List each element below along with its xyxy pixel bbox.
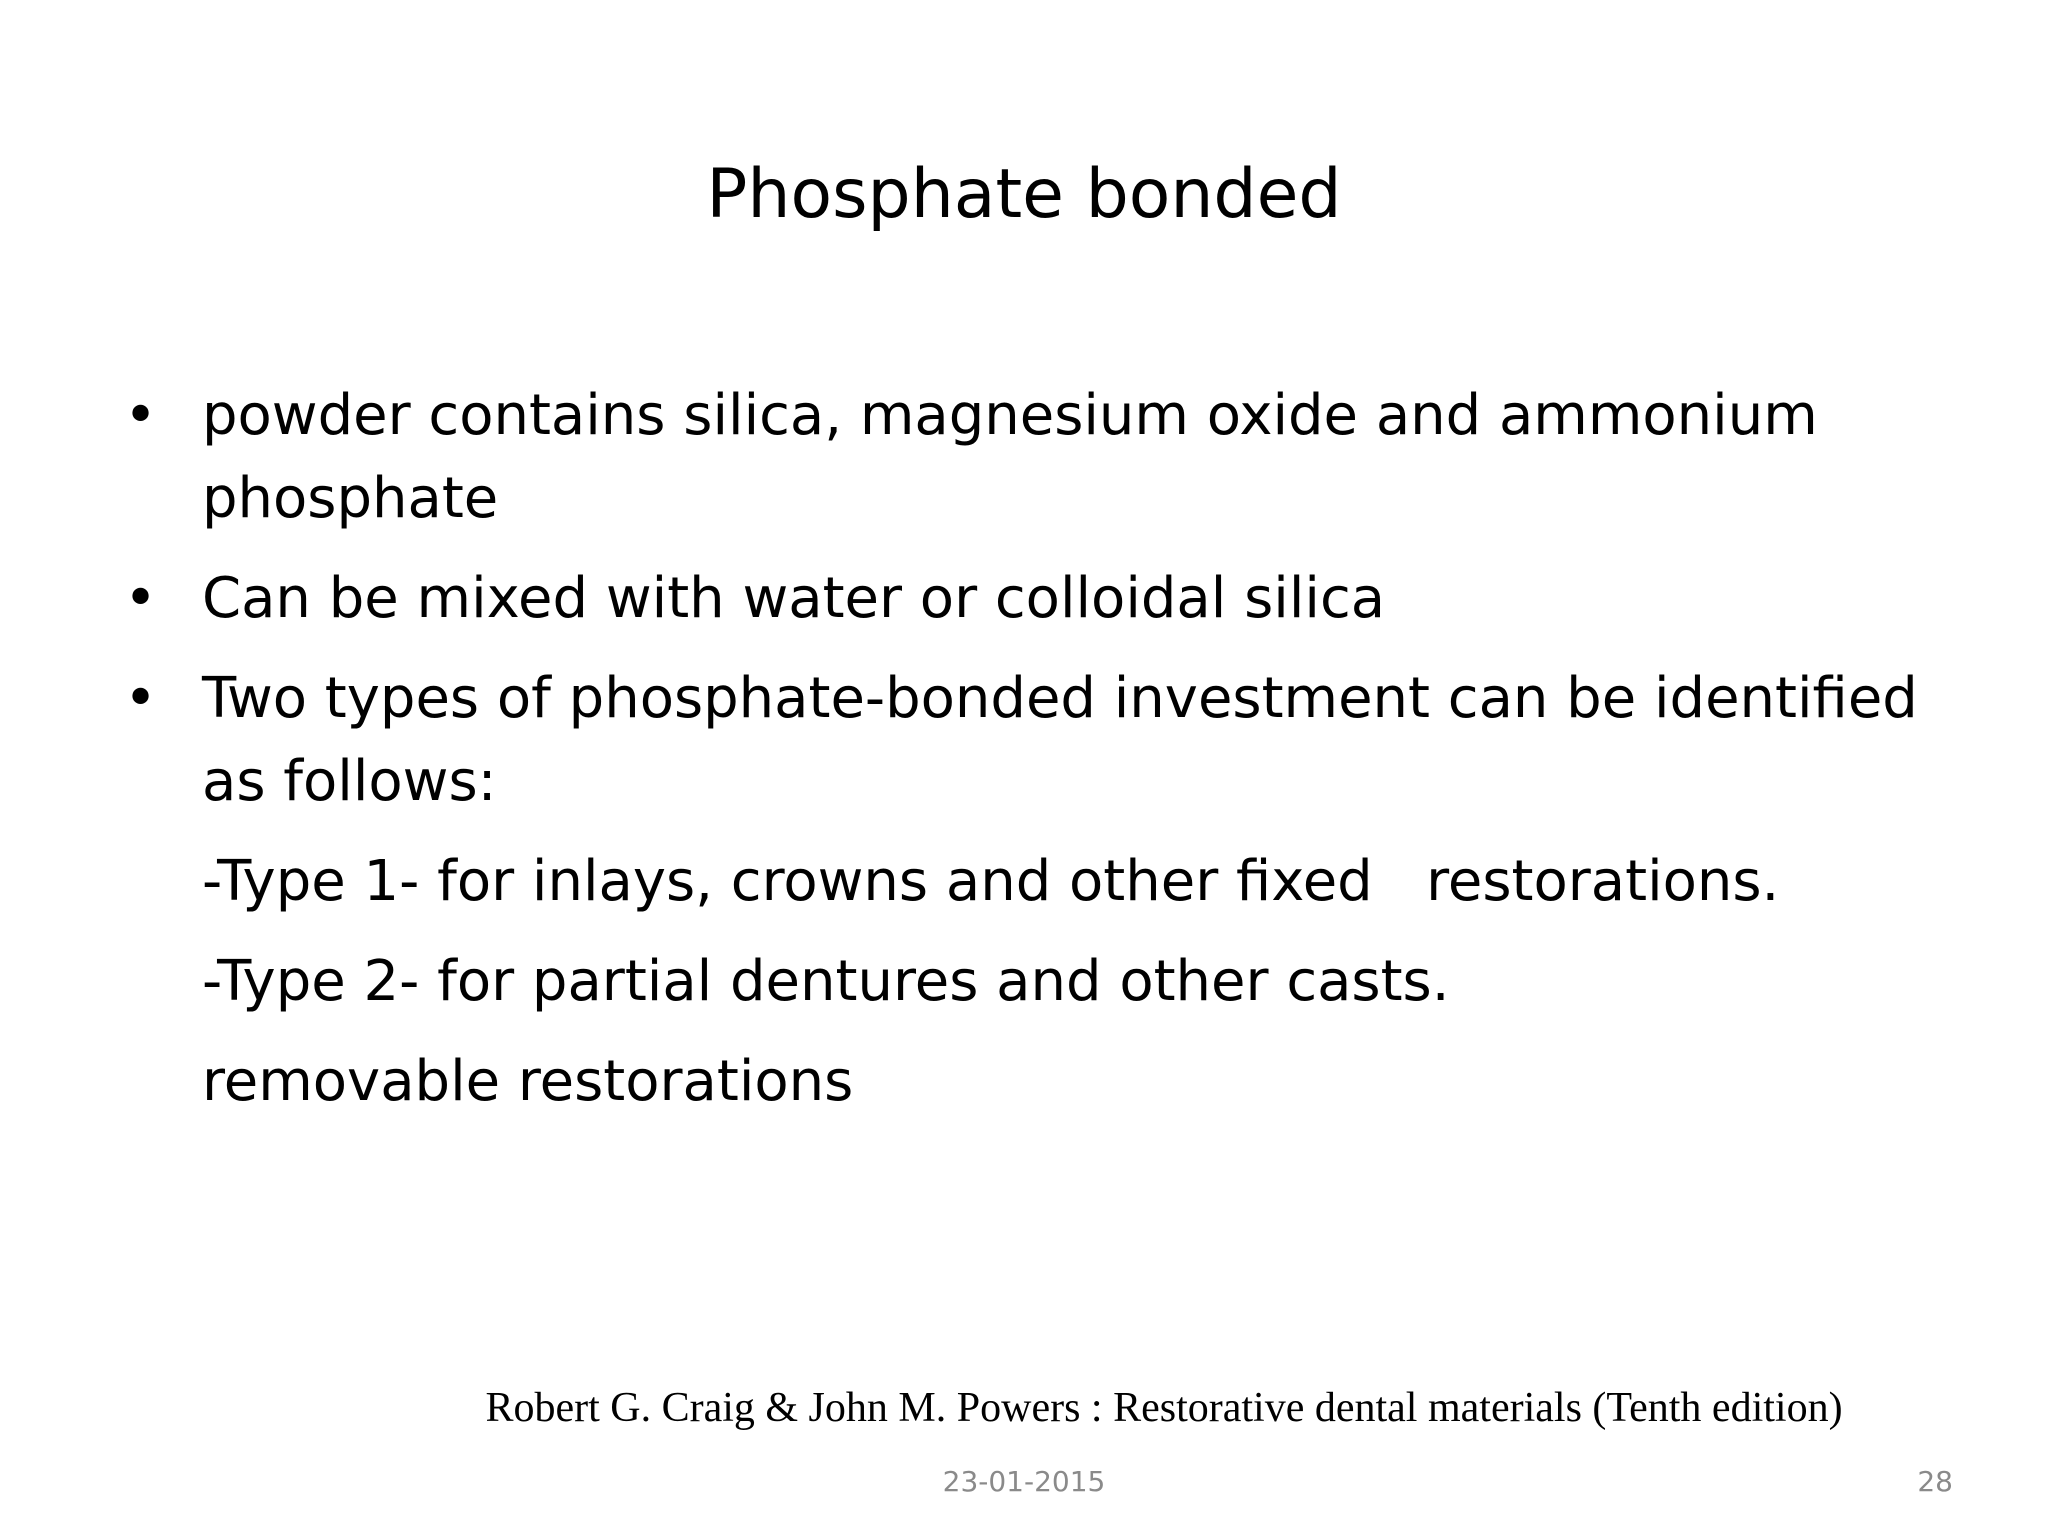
type-1-line: -Type 1- for inlays, crowns and other fixed restorations. [202, 849, 1780, 914]
bullet-item [120, 557, 1940, 640]
bullet-text: Can be mixed with water or colloidal silica [202, 566, 1386, 631]
bullet-icon: • [124, 566, 158, 631]
citation: Robert G. Craig & John M. Powers : Restorative dental materials (Tenth edition) [485, 1385, 1843, 1431]
bullet-text: powder contains silica, magnesium oxide and ammonium phosphate [202, 383, 1818, 531]
removable-restorations-line: removable restorations [202, 1049, 854, 1114]
bullet-item [120, 374, 1940, 540]
footer-date: 23-01-2015 [942, 1465, 1106, 1498]
bullet-text: Two types of phosphate-bonded investment can be identified as follows: [202, 666, 1918, 814]
slide-number: 28 [1917, 1465, 1953, 1498]
slide-title: Phosphate bonded [706, 155, 1342, 234]
bullet-item [120, 657, 1940, 823]
bullet-icon: • [124, 383, 158, 448]
type-2-line: -Type 2- for partial dentures and other casts. [202, 949, 1450, 1014]
slide-body [120, 374, 1940, 1140]
bullet-icon: • [124, 666, 158, 731]
